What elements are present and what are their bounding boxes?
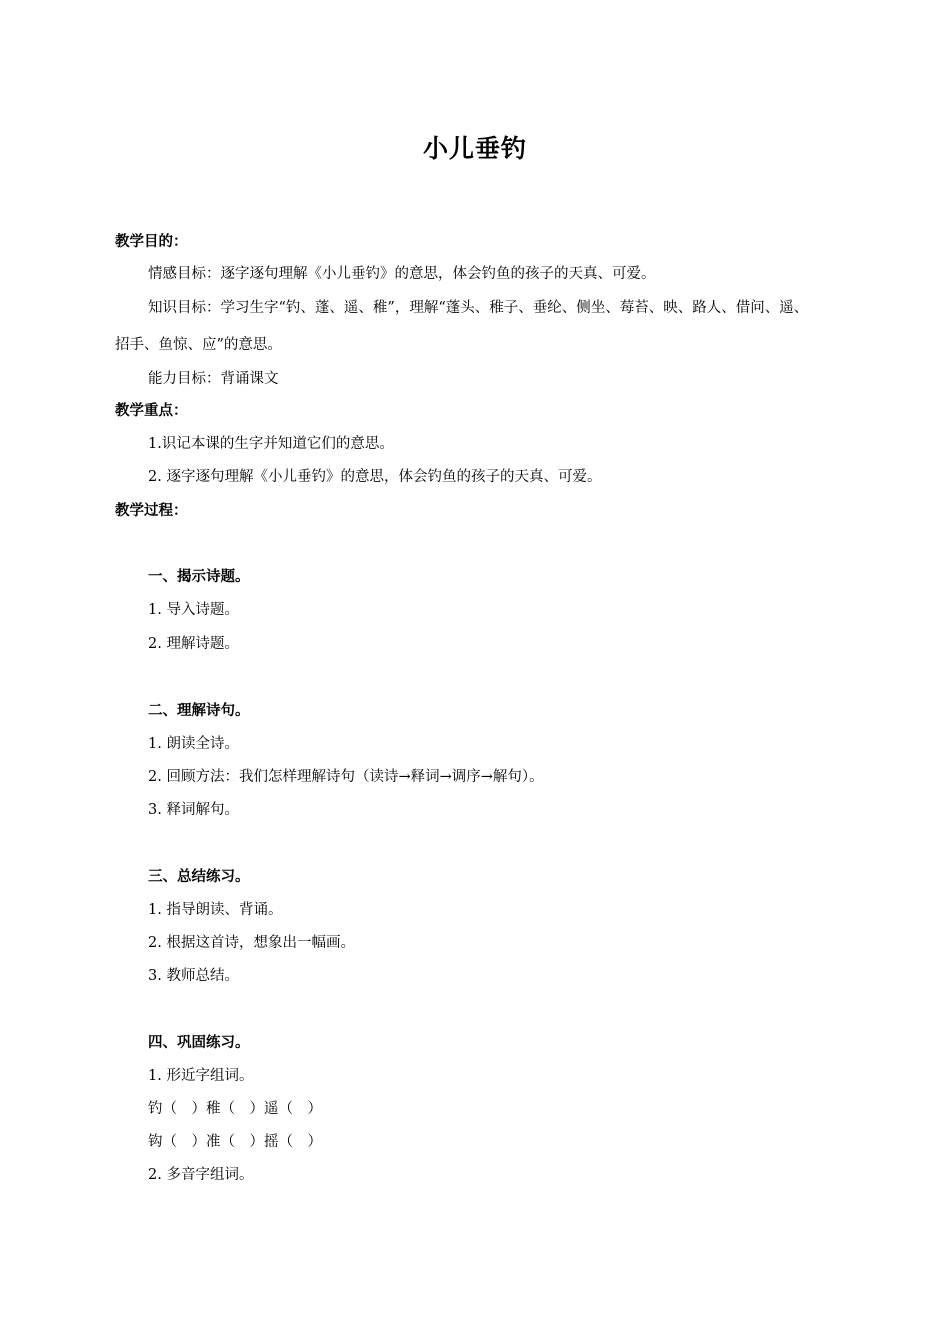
list-item: 1. 朗读全诗。 [148, 736, 239, 752]
process-heading: 教学过程： [115, 503, 188, 519]
list-item: 1. 导入诗题。 [148, 602, 239, 618]
purpose-heading: 教学目的： [115, 234, 188, 250]
ability-goal: 能力目标：背诵课文 [148, 371, 279, 387]
exercise-row: 钩（ ）准（ ）摇（ ） [148, 1134, 322, 1150]
list-item: 3. 释词解句。 [148, 802, 239, 818]
section-heading: 四、巩固练习。 [148, 1035, 250, 1051]
list-item: 2. 理解诗题。 [148, 636, 239, 652]
key-points-heading: 教学重点： [115, 403, 188, 419]
key-point-item: 2. 逐字逐句理解《小儿垂钓》的意思，体会钓鱼的孩子的天真、可爱。 [148, 469, 602, 485]
exercise-row: 钓（ ）稚（ ）遥（ ） [148, 1101, 322, 1117]
knowledge-goal-line1: 知识目标：学习生字“钓、蓬、遥、稚”，理解“蓬头、稚子、垂纶、侧坐、莓苔、映、路人、借问、遥、 [148, 300, 809, 316]
section-heading: 三、总结练习。 [148, 869, 250, 885]
list-item: 2. 根据这首诗，想象出一幅画。 [148, 935, 355, 951]
list-item: 1. 形近字组词。 [148, 1068, 254, 1084]
key-point-item: 1.识记本课的生字并知道它们的意思。 [148, 436, 394, 452]
knowledge-goal-line2: 招手、鱼惊、应”的意思。 [115, 337, 282, 353]
list-item: 1. 指导朗读、背诵。 [148, 902, 283, 918]
page-title: 小儿垂钓 [422, 134, 527, 163]
section-heading: 一、揭示诗题。 [148, 569, 250, 585]
list-item: 2. 回顾方法：我们怎样理解诗句（读诗→释词→调序→解句）。 [148, 769, 544, 785]
list-item: 3. 教师总结。 [148, 968, 239, 984]
emotion-goal: 情感目标：逐字逐句理解《小儿垂钓》的意思，体会钓鱼的孩子的天真、可爱。 [148, 266, 656, 282]
section-heading: 二、理解诗句。 [148, 703, 250, 719]
list-item: 2. 多音字组词。 [148, 1167, 254, 1183]
